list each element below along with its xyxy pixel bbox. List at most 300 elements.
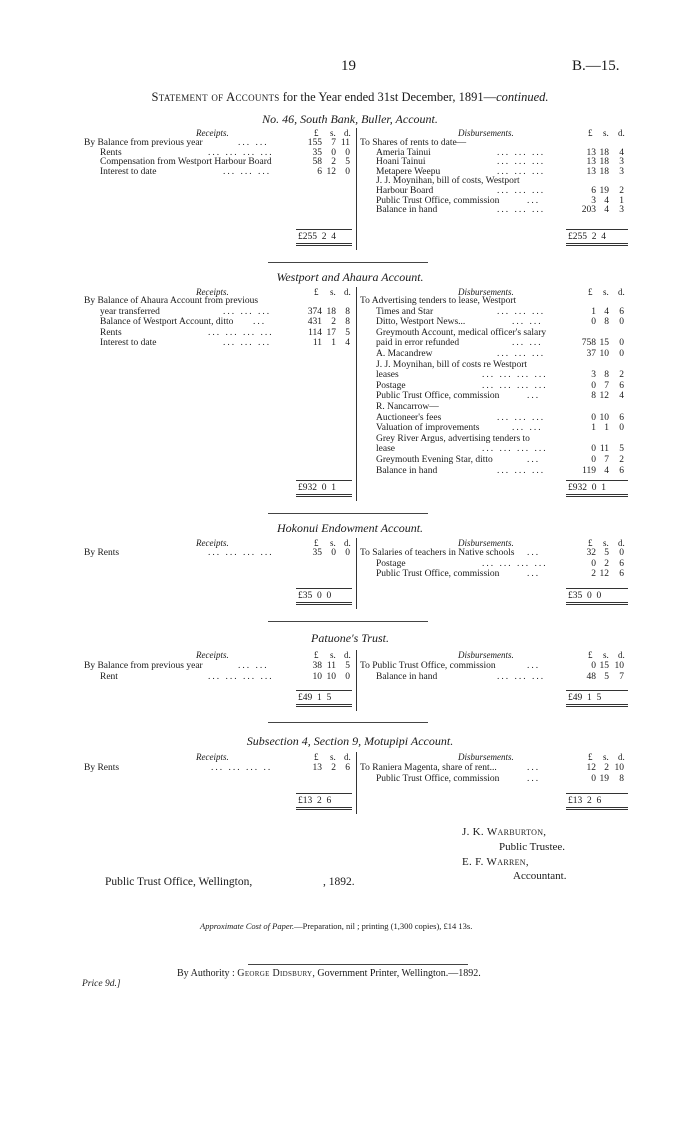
disbursement-amount-d: 4 — [619, 391, 624, 402]
authority-line — [177, 968, 481, 979]
disbursement-row — [0, 138, 700, 148]
section-separator — [268, 621, 428, 622]
disbursement-amount-d: 7 — [619, 671, 624, 682]
receipt-item-text: By Balance from previous year — [84, 138, 203, 148]
leader-dots: ... ... ... ... — [208, 548, 274, 558]
column-header-pound: £ — [314, 538, 319, 548]
receipts-total-double-rule — [296, 602, 352, 605]
receipt-amount-d: 0 — [345, 166, 350, 177]
column-header-pound: £ — [314, 752, 319, 762]
leader-dots: ... ... ... — [223, 306, 272, 317]
receipt-item-text: By Balance of Ahaura Account from previous — [84, 296, 259, 306]
disbursement-amount-s: 2 — [604, 763, 609, 773]
receipts-header: Receipts. — [196, 128, 229, 138]
receipt-amount-s: 17 — [326, 327, 336, 338]
column-header-pence: d. — [618, 650, 625, 660]
leader-dots: ... ... — [512, 317, 543, 328]
disbursement-row — [0, 360, 700, 370]
column-header-pence: d. — [344, 287, 351, 297]
statement-title — [0, 90, 700, 105]
column-header-shilling: s. — [330, 128, 336, 138]
disbursement-amount-d: 3 — [619, 157, 624, 168]
column-header-pound: £ — [588, 752, 593, 762]
disbursement-item-text: leases — [376, 370, 399, 381]
leader-dots: ... ... — [238, 661, 269, 671]
disbursement-row — [0, 186, 700, 196]
receipt-item-text: Interest to date — [100, 338, 157, 349]
disbursement-row — [0, 205, 700, 215]
disbursement-amount-d: 6 — [619, 306, 624, 317]
receipt-amount-s: 10 — [326, 671, 336, 682]
authority-printer: George Didsbury — [237, 968, 313, 979]
receipts-total-double-rule — [296, 494, 352, 497]
receipt-amount-s: 1 — [331, 338, 336, 349]
disbursement-amount-l: 48 — [586, 671, 596, 682]
column-header-pence: d. — [344, 128, 351, 138]
leader-dots: ... — [527, 455, 541, 465]
disbursement-amount-s: 8 — [604, 317, 609, 328]
disbursement-item-text: lease — [376, 444, 395, 455]
column-header-pound: £ — [588, 128, 593, 138]
disbursement-item-text: Metapere Weepu — [376, 166, 441, 177]
disbursement-row — [0, 672, 700, 682]
disbursement-amount-l: 1 — [591, 423, 596, 434]
disbursement-row — [0, 349, 700, 359]
disbursement-item-text: Balance in hand — [376, 205, 438, 216]
disbursement-amount-s: 4 — [604, 205, 609, 216]
disbursements-total: £49 1 5 — [568, 693, 602, 703]
leader-dots: ... ... ... — [497, 157, 546, 168]
disbursement-amount-d: 0 — [619, 423, 624, 434]
cost-note — [200, 921, 472, 931]
column-header-pence: d. — [618, 538, 625, 548]
receipt-amount-s: 7 — [331, 138, 336, 148]
receipt-item-text: Rents — [100, 147, 122, 158]
disbursements-total-double-rule — [566, 807, 628, 810]
section-separator — [268, 513, 428, 514]
disbursement-row — [0, 661, 700, 671]
column-header-pence: d. — [344, 650, 351, 660]
receipt-amount-d: 5 — [345, 327, 350, 338]
receipt-amount-l: 10 — [312, 671, 322, 682]
disbursement-row — [0, 381, 700, 391]
disbursement-amount-d: 0 — [619, 338, 624, 349]
receipts-total-rule — [296, 793, 352, 794]
disbursement-amount-l: 13 — [586, 166, 596, 177]
leader-dots: ... ... ... ... — [482, 370, 548, 381]
disbursement-amount-d: 0 — [619, 548, 624, 558]
disbursement-amount-d: 8 — [619, 773, 624, 784]
receipt-amount-l: 35 — [312, 147, 322, 158]
disbursement-amount-d: 0 — [619, 317, 624, 328]
disbursement-amount-s: 19 — [599, 186, 609, 196]
column-header-pence: d. — [344, 538, 351, 548]
receipt-amount-d: 8 — [345, 306, 350, 317]
disbursement-amount-l: 0 — [591, 455, 596, 465]
disbursement-item-text: paid in error refunded — [376, 338, 460, 349]
disbursement-amount-d: 6 — [619, 569, 624, 580]
leader-dots: ... — [527, 391, 541, 402]
column-header-pound: £ — [588, 538, 593, 548]
signature-name-2: E. F. Warren, — [462, 856, 529, 868]
disbursement-amount-d: 2 — [619, 455, 624, 465]
disbursement-amount-l: 6 — [591, 186, 596, 196]
disbursement-amount-s: 15 — [599, 338, 609, 349]
receipt-amount-d: 4 — [345, 338, 350, 349]
receipt-amount-l: 6 — [317, 166, 322, 177]
receipts-total-rule — [296, 588, 352, 589]
account-title: No. 46, South Bank, Buller, Account. — [262, 112, 438, 126]
disbursements-header: Disbursements. — [458, 650, 514, 660]
leader-dots: ... ... ... ... — [482, 444, 548, 455]
disbursement-row — [0, 307, 700, 317]
disbursement-item-text: To Raniera Magenta, share of rent... — [360, 763, 497, 773]
leader-dots: ... — [527, 763, 541, 773]
cost-note-text: —Preparation, nil ; printing (1,300 copies), £14 13s. — [294, 921, 473, 931]
disbursement-item-text: Public Trust Office, commission — [376, 569, 500, 580]
disbursement-amount-l: 32 — [586, 548, 596, 558]
column-header-pound: £ — [314, 128, 319, 138]
disbursement-item-text: Hoani Tainui — [376, 157, 426, 168]
disbursement-item-text: Greymouth Evening Star, ditto — [376, 455, 493, 465]
section-separator — [268, 262, 428, 263]
disbursement-row — [0, 763, 700, 773]
disbursement-amount-l: 0 — [591, 380, 596, 391]
disbursement-item-text: Balance in hand — [376, 465, 438, 476]
authority-prefix: By Authority : — [177, 968, 235, 979]
disbursement-item-text: R. Nancarrow— — [376, 402, 439, 412]
column-header-pound: £ — [314, 287, 319, 297]
receipts-total: £255 2 4 — [298, 232, 336, 242]
receipts-total-rule — [296, 480, 352, 481]
leader-dots: ... ... ... — [223, 166, 272, 177]
disbursements-total-double-rule — [566, 243, 628, 246]
disbursement-item-text: Ditto, Westport News... — [376, 317, 466, 328]
disbursement-row — [0, 569, 700, 579]
disbursement-row — [0, 455, 700, 465]
disbursement-row — [0, 328, 700, 338]
receipt-amount-l: 38 — [312, 661, 322, 671]
column-header-pound: £ — [588, 287, 593, 297]
leader-dots: ... ... ... — [497, 465, 546, 476]
receipt-amount-d: 0 — [345, 671, 350, 682]
column-header-pence: d. — [344, 752, 351, 762]
disbursement-amount-s: 7 — [604, 380, 609, 391]
disbursement-row — [0, 466, 700, 476]
leader-dots: ... ... ... ... — [208, 147, 274, 158]
disbursement-amount-d: 6 — [619, 465, 624, 476]
receipts-total: £13 2 6 — [298, 796, 332, 806]
column-header-shilling: s. — [330, 650, 336, 660]
disbursement-amount-s: 5 — [604, 548, 609, 558]
disbursement-amount-d: 10 — [614, 661, 624, 671]
leader-dots: ... ... — [512, 423, 543, 434]
receipt-amount-d: 11 — [340, 138, 350, 148]
disbursement-amount-s: 10 — [599, 412, 609, 423]
disbursement-amount-d: 6 — [619, 380, 624, 391]
receipt-item-text: Rent — [100, 671, 118, 682]
disbursement-amount-l: 0 — [591, 558, 596, 569]
disbursement-amount-l: 119 — [582, 465, 596, 476]
disbursement-amount-d: 0 — [619, 349, 624, 359]
disbursement-item-text: Balance in hand — [376, 671, 438, 682]
authority-rest: , Government Printer, Wellington.—1892. — [312, 968, 481, 979]
disbursement-row — [0, 167, 700, 177]
disbursement-amount-l: 3 — [591, 370, 596, 381]
signature-role-1: Public Trustee. — [499, 841, 566, 853]
disbursement-item-text: Grey River Argus, advertising tenders to — [376, 433, 530, 444]
receipt-amount-s: 18 — [326, 306, 336, 317]
disbursement-item-text: Public Trust Office, commission — [376, 773, 500, 784]
disbursements-total-double-rule — [566, 704, 628, 707]
disbursement-amount-s: 7 — [604, 455, 609, 465]
disbursement-amount-l: 13 — [586, 157, 596, 168]
receipt-amount-s: 2 — [331, 157, 336, 168]
signature-role-2: Accountant. — [513, 870, 567, 882]
disbursement-amount-s: 4 — [604, 195, 609, 206]
leader-dots: ... ... ... — [497, 205, 546, 216]
leader-dots: ... ... — [512, 338, 543, 349]
receipt-amount-l: 58 — [312, 157, 322, 168]
receipt-item-text: By Rents — [84, 763, 120, 773]
receipt-amount-d: 8 — [345, 317, 350, 328]
disbursement-item-text: Ameria Tainui — [376, 147, 431, 158]
disbursement-amount-l: 13 — [586, 147, 596, 158]
section-separator — [268, 722, 428, 723]
disbursement-amount-s: 18 — [599, 147, 609, 158]
disbursement-item-text: Public Trust Office, commission — [376, 195, 500, 206]
disbursement-amount-l: 0 — [591, 661, 596, 671]
column-header-shilling: s. — [603, 650, 609, 660]
receipt-amount-l: 114 — [308, 327, 322, 338]
place-line: Public Trust Office, Wellington, — [105, 876, 253, 888]
receipt-amount-d: 0 — [345, 147, 350, 158]
disbursement-row — [0, 148, 700, 158]
disbursement-amount-l: 758 — [581, 338, 596, 349]
disbursement-amount-s: 19 — [599, 773, 609, 784]
leader-dots: ... — [527, 661, 541, 671]
disbursements-total: £13 2 6 — [568, 796, 602, 806]
receipt-amount-s: 11 — [326, 661, 336, 671]
title-prefix: Statement of Accounts — [151, 90, 280, 104]
disbursement-amount-l: 37 — [586, 349, 596, 359]
disbursement-row — [0, 444, 700, 454]
receipt-item-text: Interest to date — [100, 166, 157, 177]
disbursements-header: Disbursements. — [458, 287, 514, 297]
account-title: Hokonui Endowment Account. — [276, 521, 424, 535]
disbursement-item-text: Times and Star — [376, 306, 434, 317]
receipt-amount-d: 5 — [345, 157, 350, 168]
disbursement-amount-l: 12 — [586, 763, 596, 773]
leader-dots: ... ... — [238, 138, 269, 148]
receipts-header: Receipts. — [196, 287, 229, 297]
disbursement-amount-s: 4 — [604, 465, 609, 476]
receipt-item-text: Rents — [100, 327, 122, 338]
receipt-amount-l: 155 — [307, 138, 322, 148]
disbursement-amount-d: 6 — [619, 412, 624, 423]
disbursements-total: £35 0 0 — [568, 591, 602, 601]
disbursement-row — [0, 548, 700, 558]
leader-dots: ... ... ... — [223, 338, 272, 349]
cost-note-label: Approximate Cost of Paper. — [200, 921, 295, 931]
disbursement-row — [0, 774, 700, 784]
disbursements-header: Disbursements. — [458, 752, 514, 762]
leader-dots: ... — [253, 317, 267, 328]
account-title: Westport and Ahaura Account. — [276, 270, 424, 284]
disbursement-item-text: To Salaries of teachers in Native schools — [360, 548, 515, 558]
receipt-amount-l: 374 — [307, 306, 322, 317]
disbursement-amount-s: 10 — [599, 349, 609, 359]
column-header-shilling: s. — [603, 287, 609, 297]
disbursement-row — [0, 296, 700, 306]
receipt-amount-s: 2 — [331, 317, 336, 328]
receipt-item-text: By Rents — [84, 548, 120, 558]
disbursement-row — [0, 196, 700, 206]
disbursement-amount-d: 3 — [619, 166, 624, 177]
column-header-pence: d. — [618, 287, 625, 297]
disbursement-item-text: J. J. Moynihan, bill of costs, Westport — [376, 176, 520, 187]
receipts-total-double-rule — [296, 704, 352, 707]
disbursement-row — [0, 157, 700, 167]
leader-dots: ... ... ... — [497, 306, 546, 317]
disbursement-amount-s: 2 — [604, 558, 609, 569]
leader-dots: ... ... ... ... — [208, 671, 274, 682]
disbursement-amount-s: 18 — [599, 157, 609, 168]
column-header-pound: £ — [588, 650, 593, 660]
receipt-item-text: year transferred — [100, 306, 160, 317]
price-note: Price 9d.] — [82, 979, 121, 989]
disbursements-total-double-rule — [566, 602, 628, 605]
receipts-total: £49 1 5 — [298, 693, 332, 703]
disbursements-total-rule — [566, 480, 628, 481]
disbursement-item-text: Postage — [376, 558, 406, 569]
receipt-amount-s: 0 — [331, 147, 336, 158]
column-header-pence: d. — [618, 752, 625, 762]
disbursements-total: £932 0 1 — [568, 483, 606, 493]
disbursement-amount-d: 5 — [619, 444, 624, 455]
disbursement-amount-s: 11 — [599, 444, 609, 455]
disbursement-amount-s: 1 — [604, 423, 609, 434]
column-header-pound: £ — [314, 650, 319, 660]
disbursement-amount-s: 15 — [599, 661, 609, 671]
disbursements-total-rule — [566, 588, 628, 589]
disbursements-total: £255 2 4 — [568, 232, 606, 242]
receipt-amount-d: 6 — [345, 763, 350, 773]
disbursements-total-double-rule — [566, 494, 628, 497]
receipts-total-double-rule — [296, 243, 352, 246]
disbursement-amount-s: 12 — [599, 391, 609, 402]
disbursement-amount-d: 1 — [619, 195, 624, 206]
disbursement-amount-d: 10 — [614, 763, 624, 773]
receipt-amount-s: 2 — [331, 763, 336, 773]
disbursement-row — [0, 370, 700, 380]
disbursement-amount-l: 0 — [591, 773, 596, 784]
disbursements-header: Disbursements. — [458, 538, 514, 548]
receipt-item-text: By Balance from previous year — [84, 661, 203, 671]
disbursement-amount-d: 6 — [619, 558, 624, 569]
title-rest: for the Year ended 31st December, 1891— — [279, 90, 497, 104]
document-reference: B.—15. — [572, 58, 620, 74]
column-header-shilling: s. — [603, 538, 609, 548]
column-header-shilling: s. — [330, 287, 336, 297]
leader-dots: ... ... ... .. — [211, 763, 273, 773]
leader-dots: ... — [527, 195, 541, 206]
authority-rule — [248, 964, 468, 965]
disbursement-item-text: Auctioneer's fees — [376, 412, 442, 423]
receipts-total: £932 0 1 — [298, 483, 336, 493]
account-title: Patuone's Trust. — [311, 631, 389, 645]
disbursement-amount-l: 1 — [591, 306, 596, 317]
disbursement-amount-l: 0 — [591, 412, 596, 423]
receipt-amount-l: 13 — [312, 763, 322, 773]
receipts-total-rule — [296, 229, 352, 230]
column-header-shilling: s. — [603, 128, 609, 138]
disbursement-item-text: Valuation of improvements — [376, 423, 480, 434]
leader-dots: ... ... ... — [497, 412, 546, 423]
disbursements-header: Disbursements. — [458, 128, 514, 138]
disbursement-amount-s: 5 — [604, 671, 609, 682]
title-continued: continued. — [496, 90, 549, 104]
disbursement-item-text: Public Trust Office, commission — [376, 391, 500, 402]
receipt-amount-s: 12 — [326, 166, 336, 177]
disbursements-total-rule — [566, 690, 628, 691]
disbursements-total-rule — [566, 229, 628, 230]
disbursement-item-text: Postage — [376, 380, 406, 391]
signature-name-1: J. K. Warburton, — [462, 826, 547, 838]
account-title: Subsection 4, Section 9, Motupipi Account. — [246, 734, 454, 748]
disbursements-total-rule — [566, 793, 628, 794]
leader-dots: ... — [527, 569, 541, 580]
disbursement-item-text: J. J. Moynihan, bill of costs re Westport — [376, 359, 528, 370]
disbursement-row — [0, 338, 700, 348]
disbursement-item-text: To Shares of rents to date— — [360, 138, 467, 148]
receipts-header: Receipts. — [196, 538, 229, 548]
disbursement-amount-d: 2 — [619, 186, 624, 196]
leader-dots: ... ... ... — [497, 166, 546, 177]
disbursement-amount-s: 18 — [599, 166, 609, 177]
receipt-amount-d: 0 — [345, 548, 350, 558]
leader-dots: ... ... ... — [497, 147, 546, 158]
receipt-item-text: Compensation from Westport Harbour Board — [100, 157, 272, 168]
leader-dots: ... — [527, 548, 541, 558]
receipt-item-text: Balance of Westport Account, ditto — [100, 317, 234, 328]
column-header-shilling: s. — [330, 752, 336, 762]
disbursement-amount-d: 2 — [619, 370, 624, 381]
disbursement-item-text: To Public Trust Office, commission — [360, 661, 496, 671]
leader-dots: ... ... ... — [497, 349, 546, 359]
leader-dots: ... — [527, 773, 541, 784]
receipt-amount-s: 0 — [331, 548, 336, 558]
leader-dots: ... ... ... ... — [208, 327, 274, 338]
receipt-amount-d: 5 — [345, 661, 350, 671]
disbursement-amount-s: 12 — [599, 569, 609, 580]
disbursement-row — [0, 391, 700, 401]
disbursement-amount-l: 0 — [591, 444, 596, 455]
disbursement-amount-l: 2 — [591, 569, 596, 580]
disbursement-row — [0, 413, 700, 423]
disbursement-item-text: A. Macandrew — [376, 349, 433, 359]
date-line: , 1892. — [323, 876, 355, 888]
column-header-shilling: s. — [330, 538, 336, 548]
leader-dots: ... ... ... — [497, 671, 546, 682]
receipts-total: £35 0 0 — [298, 591, 332, 601]
column-header-pence: d. — [618, 128, 625, 138]
receipt-amount-l: 431 — [307, 317, 322, 328]
disbursement-amount-l: 3 — [591, 195, 596, 206]
receipt-amount-l: 35 — [312, 548, 322, 558]
disbursement-row — [0, 402, 700, 412]
disbursement-row — [0, 176, 700, 186]
